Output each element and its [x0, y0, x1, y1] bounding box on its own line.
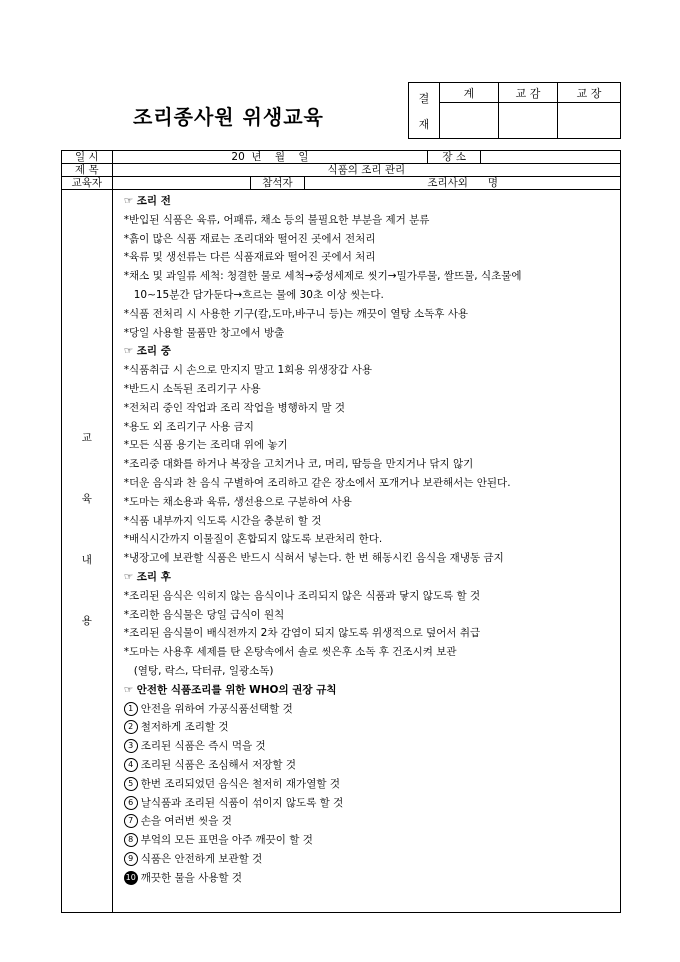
- place-value[interactable]: [481, 151, 621, 164]
- list-item: *식품취급 시 손으로 만지지 말고 1회용 위생장갑 사용: [123, 364, 372, 377]
- list-item: 3 조리된 식품은 즉시 먹을 것: [124, 737, 620, 756]
- document-title: 조리종사원 위생교육: [133, 105, 324, 129]
- date-value[interactable]: 20 년 월 일: [112, 151, 428, 164]
- section-after-cooking: ☞ 조리 후: [123, 570, 171, 583]
- list-item: *흙이 많은 식품 재료는 조리대와 떨어진 곳에서 전처리: [123, 232, 376, 245]
- list-item-continued: (열탕, 락스, 닥터큐, 일광소독): [133, 664, 274, 677]
- list-item: *조리중 대화를 하거나 복장을 고치거나 코, 머리, 땀등을 만지거나 닦지 않기: [123, 458, 474, 471]
- approval-col-2: 교 감: [499, 83, 558, 103]
- approval-sign-1[interactable]: [440, 103, 499, 139]
- list-item: *조리한 음식물은 당일 급식이 원칙: [123, 608, 285, 621]
- list-item: *도마는 채소용과 육류, 생선용으로 구분하여 사용: [123, 495, 352, 508]
- list-item: 2 철저하게 조리할 것: [124, 718, 620, 737]
- list-item: *조리된 음식물이 배식전까지 2차 감염이 되지 않도록 위생적으로 덮어서 취급: [123, 627, 481, 640]
- date-label: 일 시: [62, 151, 113, 164]
- circled-number: 10: [124, 871, 138, 885]
- circled-number: 3: [124, 739, 138, 753]
- education-content: [112, 190, 620, 913]
- list-item: 7 손을 여러번 씻을 것: [124, 812, 620, 831]
- list-item: 8 부엌의 모든 표면을 아주 깨끗이 할 것: [124, 831, 620, 850]
- circled-number: 9: [124, 852, 138, 866]
- list-item: *도마는 사용후 세제를 탄 온탕속에서 솔로 씻은후 소독 후 건조시켜 보관: [123, 646, 457, 659]
- approval-col-3: 교 장: [558, 83, 621, 103]
- subject-value[interactable]: 식품의 조리 관리: [112, 164, 620, 177]
- section-during-cooking: ☞ 조리 중: [123, 345, 171, 358]
- list-item: 10 깨끗한 물을 사용할 것: [125, 871, 243, 884]
- list-item: *반드시 소독된 조리기구 사용: [123, 382, 261, 395]
- approval-col-1: 계: [440, 83, 499, 103]
- list-item: *용도 외 조리기구 사용 금지: [123, 420, 254, 433]
- list-item: 4 조리된 식품은 조심해서 저장할 것: [124, 756, 620, 775]
- list-item: 1 안전을 위하여 가공식품선택할 것: [124, 700, 620, 719]
- list-item: *냉장고에 보관할 식품은 반드시 식혀서 넣는다. 한 번 해동시킨 음식을 재냉동 금지: [123, 552, 504, 565]
- circled-number: 8: [124, 833, 138, 847]
- list-item: *채소 및 과일류 세척: 청결한 물로 세척→중성세제로 씻기→밀가루물, 쌀뜨물, 식초물에: [123, 270, 522, 283]
- subject-label: 제 목: [62, 164, 113, 177]
- circled-number: 2: [124, 720, 138, 734]
- list-item: *식품 내부까지 익도록 시간을 충분히 할 것: [123, 514, 322, 527]
- educator-value[interactable]: [112, 177, 250, 190]
- list-item: *식품 전처리 시 사용한 기구(칼,도마,바구니 등)는 깨끗이 열탕 소독후 사용: [123, 307, 469, 320]
- list-item: *전처리 중인 작업과 조리 작업을 병행하지 말 것: [123, 401, 346, 414]
- education-table: [61, 150, 621, 913]
- section-who-rules: ☞ 안전한 식품조리를 위한 WHO의 권장 규칙: [123, 683, 337, 696]
- list-item: *육류 및 생선류는 다른 식품재료와 떨어진 곳에서 처리: [123, 251, 376, 264]
- list-item: *배식시간까지 이물질이 혼합되지 않도록 보관처리 한다.: [123, 533, 383, 546]
- section-before-cooking: ☞ 조리 전: [123, 195, 171, 207]
- list-item-continued: 10∼15분간 담가둔다→흐르는 물에 30초 이상 씻는다.: [133, 288, 384, 301]
- approval-label: 결 재: [409, 83, 440, 139]
- list-item: 9 식품은 안전하게 보관할 것: [124, 850, 620, 869]
- list-item: 6 날식품과 조리된 식품이 섞이지 않도록 할 것: [124, 794, 620, 813]
- approval-sign-3[interactable]: [558, 103, 621, 139]
- list-item: 5 한번 조리되었던 음식은 철저히 재가열할 것: [124, 775, 620, 794]
- circled-number: 6: [124, 796, 138, 810]
- list-item: *더운 음식과 찬 음식 구별하여 조리하고 같은 장소에서 포개거나 보관해서는 안된다.: [123, 476, 511, 489]
- place-label: 장 소: [428, 151, 481, 164]
- educator-label: 교육자: [62, 177, 113, 190]
- attendee-value[interactable]: 조리사외 명: [305, 177, 621, 190]
- list-item: *당일 사용할 물품만 창고에서 방출: [123, 326, 285, 339]
- approval-table: [408, 82, 621, 139]
- list-item: *모든 식품 용기는 조리대 위에 놓기: [123, 439, 288, 452]
- circled-number: 7: [124, 814, 138, 828]
- approval-sign-2[interactable]: [499, 103, 558, 139]
- circled-number: 4: [124, 758, 138, 772]
- list-item: *반입된 식품은 육류, 어패류, 채소 등의 불필요한 부분을 제거 분류: [123, 213, 430, 226]
- circled-number: 1: [124, 702, 138, 716]
- circled-number: 5: [124, 777, 138, 791]
- list-item: *조리된 음식은 익히지 않는 음식이나 조리되지 않은 식품과 닿지 않도록 할 것: [123, 589, 481, 602]
- education-content-label: 교 육 내 용: [62, 190, 113, 913]
- attendee-label: 참석자: [250, 177, 305, 190]
